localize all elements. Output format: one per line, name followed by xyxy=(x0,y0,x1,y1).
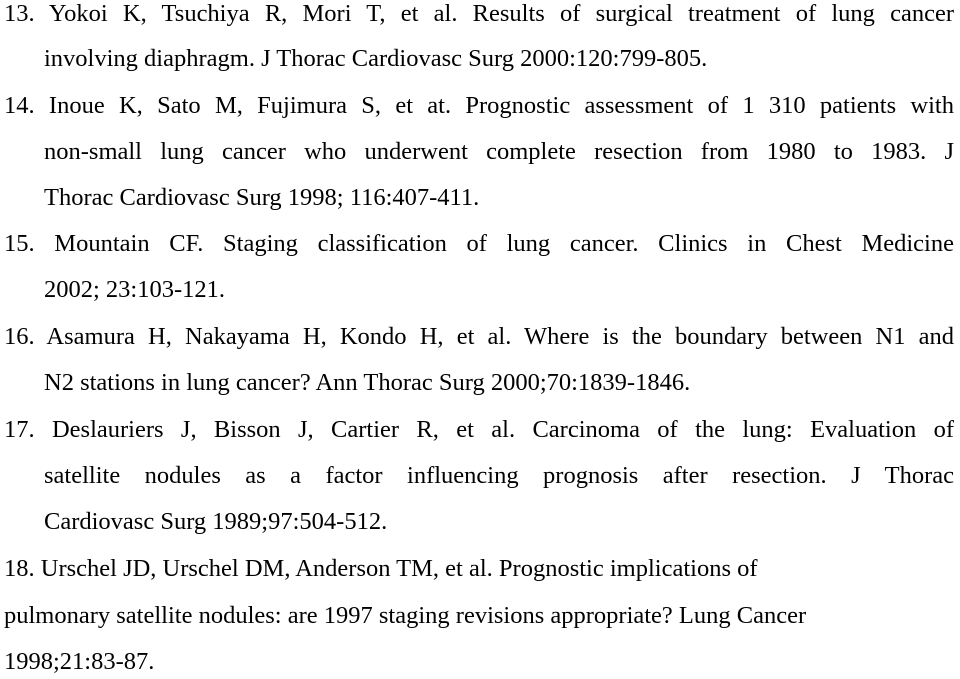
reference-18-line-3: 1998;21:83-87. xyxy=(4,648,155,675)
reference-16-line-2: N2 stations in lung cancer? Ann Thorac Surg 2000;70:1839-1846. xyxy=(44,369,691,396)
reference-17-line-1: 17. Deslauriers J, Bisson J, Cartier R, et al. Carcinoma of the lung: Evaluation of xyxy=(4,416,954,443)
reference-18-line-1: 18. Urschel JD, Urschel DM, Anderson TM, et al. Prognostic implications of xyxy=(4,555,758,582)
reference-16-line-1: 16. Asamura H, Nakayama H, Kondo H, et al. Where is the boundary between N1 and xyxy=(4,323,954,350)
reference-15-line-2: 2002; 23:103-121. xyxy=(44,276,226,303)
reference-13-line-1: 13. Yokoi K, Tsuchiya R, Mori T, et al. Results of surgical treatment of lung cancer xyxy=(4,0,954,27)
reference-14-line-1: 14. Inoue K, Sato M, Fujimura S, et at. Prognostic assessment of 1 310 patients with xyxy=(4,92,954,119)
reference-17-line-3: Cardiovasc Surg 1989;97:504-512. xyxy=(44,508,388,535)
reference-18-line-2: pulmonary satellite nodules: are 1997 staging revisions appropriate? Lung Cancer xyxy=(4,602,807,629)
reference-14-line-3: Thorac Cardiovasc Surg 1998; 116:407-411. xyxy=(44,184,480,211)
reference-13-line-2: involving diaphragm. J Thorac Cardiovasc Surg 2000:120:799-805. xyxy=(44,45,708,72)
reference-15-line-1: 15. Mountain CF. Staging classification of lung cancer. Clinics in Chest Medicine xyxy=(4,230,954,257)
reference-17-line-2: satellite nodules as a factor influencing prognosis after resection. J Thorac xyxy=(44,462,954,489)
reference-14-line-2: non-small lung cancer who underwent complete resection from 1980 to 1983. J xyxy=(44,138,954,165)
